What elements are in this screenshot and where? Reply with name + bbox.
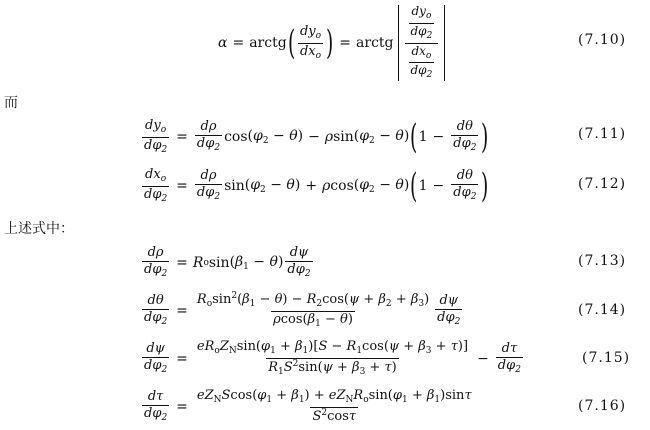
right-paren: ) (326, 23, 334, 63)
arctg-fn: arctg (249, 35, 287, 51)
compound-fraction: $\frac{\frac{dy_o}{d\varphi_2}}{\frac{dx_o}{d\varphi_2}}$ (405, 5, 439, 82)
equation-7-10 (218, 4, 445, 82)
equation-number: (7.13) (578, 253, 627, 269)
equation-number: (7.14) (578, 302, 627, 318)
equals-sign: = (339, 35, 352, 51)
equation-number: (7.16) (578, 398, 627, 414)
arctg-fn: arctg (356, 35, 394, 51)
text-above: 上述式中： (4, 221, 74, 237)
equation-number: (7.11) (578, 126, 627, 142)
equation-7-13: $\frac{d\rho}{d\varphi_2}$ = R o sin $(\beta_1 - \theta)$ $\frac{d\psi}{d\varphi_2}$ (144, 244, 311, 280)
equation-7-16: $\frac{d\tau}{d\varphi_2}$ = $\frac{eZ_NScos(\varphi_1 + \beta_1) + eZ_NR_o\sin(\varphi_1 + \beta_1)\sin\tau}{S^2\cos\tau}$ (144, 388, 472, 425)
equals-sign: = (232, 35, 245, 51)
left-paren: ( (287, 23, 295, 63)
equation-7-15: $\frac{d\psi}{d\varphi_2}$ = $\frac{eR_oZ_N\sin(\varphi_1 + \beta_1)[S - R_1\cos(\psi + \beta_3 + \tau)]}{R_1S^2\sin(\psi + \beta_3 + \tau)}$ − $\frac{d\tau}{d\varphi_2}$ (144, 339, 521, 377)
alpha-symbol: α (218, 35, 228, 51)
text-er: 而 (4, 95, 18, 111)
equation-number: (7.10) (578, 32, 627, 48)
equation-7-14: $\frac{d\theta}{d\varphi_2}$ = $\frac{R_o\sin^2(\beta_1 - \theta) - R_2\cos(\psi + \beta_2 + \beta_3)}{\rho\cos(\beta_1 - \theta)}$ $\frac{d\psi}{d\varphi_2}$ (144, 291, 461, 329)
equation-number: (7.12) (578, 176, 627, 192)
equation-number: (7.15) (582, 350, 631, 366)
equation-7-11: $\frac{dy_o}{d\varphi_2}$ = $\frac{d\rho}{d\varphi_2}$ cos $(\varphi_2 - \theta)$ − ρ sin $(\varphi_2 - \theta)$ ( 1 − $\frac{d\theta}{d\varphi_2}$ ) (144, 117, 489, 157)
compound-fraction-box (398, 5, 446, 82)
equation-7-12: $\frac{dx_o}{d\varphi_2}$ = $\frac{d\rho}{d\varphi_2}$ sin $(\varphi_2 - \theta)$ + ρ cos $(\varphi_2 - \theta)$ ( 1 − $\frac{d\theta}{d\varphi_2}$ ) (144, 166, 489, 206)
fraction-dyo-dxo: $\frac{dy_o}{dx_o}$ (299, 23, 322, 61)
